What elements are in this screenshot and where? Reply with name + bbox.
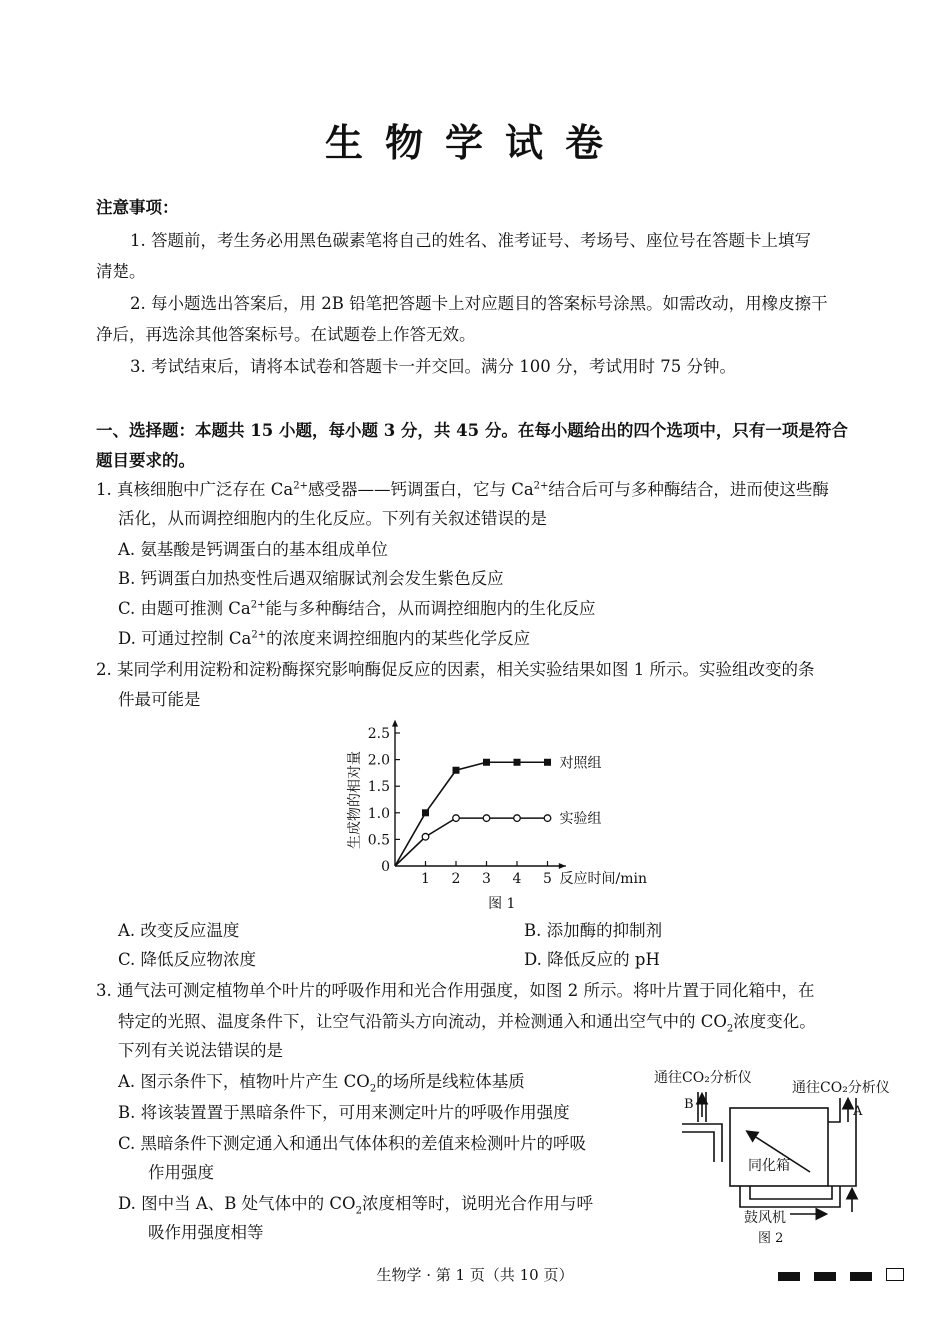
data-point bbox=[514, 759, 521, 766]
series-line bbox=[395, 762, 548, 866]
y-tick-label: 2.0 bbox=[367, 752, 390, 769]
q2-option-d: D. 降低反应的 pH bbox=[524, 950, 660, 969]
chart-title: 图 1 bbox=[488, 896, 516, 912]
data-point bbox=[483, 759, 490, 766]
notice-item-1-cont: 清楚。 bbox=[96, 262, 146, 281]
data-point bbox=[453, 815, 460, 822]
footer-marks bbox=[778, 1266, 916, 1285]
q2-stem-cont: 件最可能是 bbox=[118, 690, 201, 709]
q2-stem: 2. 某同学利用淀粉和淀粉酶探究影响酶促反应的因素，相关实验结果如图 1 所示。实验组改变的条 bbox=[96, 660, 815, 679]
y-axis-arrow bbox=[392, 720, 398, 727]
q3-stem-cont-2: 下列有关说法错误的是 bbox=[118, 1041, 283, 1060]
notice-item-2-cont: 净后，再选涂其他答案标号。在试题卷上作答无效。 bbox=[96, 325, 476, 344]
notice-item-1: 1. 答题前，考生务必用黑色碳素笔将自己的姓名、准考证号、考场号、座位号在答题卡上填写 bbox=[130, 231, 811, 250]
data-point bbox=[483, 815, 490, 822]
fig2-point-a: A bbox=[853, 1104, 863, 1119]
x-tick-label: 2 bbox=[451, 871, 461, 887]
q3-option-a: A. 图示条件下，植物叶片产生 $CO_2$的场所是线粒体基质 bbox=[118, 1072, 525, 1095]
q2-option-a: A. 改变反应温度 bbox=[118, 921, 240, 940]
section-heading: 一、选择题：本题共 15 小题，每小题 3 分，共 45 分。在每小题给出的四个选项中，只有一项是符合 bbox=[96, 421, 848, 440]
q1-stem-cont: 活化，从而调控细胞内的生化反应。下列有关叙述错误的是 bbox=[118, 509, 547, 528]
fig2-box-label: 同化箱 bbox=[748, 1158, 790, 1174]
q1-option-d: D. 可通过控制 $Ca^{2+}$的浓度来调控细胞内的某些化学反应 bbox=[118, 629, 531, 648]
q3-stem: 3. 通气法可测定植物单个叶片的呼吸作用和光合作用强度，如图 2 所示。将叶片置于同化箱中，在 bbox=[96, 981, 815, 1000]
q1-option-c: C. 由题可推测 $Ca^{2+}$能与多种酶结合，从而调控细胞内的生化反应 bbox=[118, 599, 596, 618]
x-tick-label: 1 bbox=[421, 871, 430, 887]
q3-option-b: B. 将该装置置于黑暗条件下，可用来测定叶片的呼吸作用强度 bbox=[118, 1103, 570, 1122]
fig2-label-left: 通往CO₂分析仪 bbox=[654, 1070, 752, 1086]
figure-1-chart bbox=[340, 718, 670, 913]
y-tick-label: 1.0 bbox=[367, 805, 390, 822]
q1-stem: 1. 真核细胞中广泛存在 $Ca^{2+}$感受器——钙调蛋白，它与 $Ca^{2+}$结合后可与多种酶结合，进而使这些酶 bbox=[96, 480, 829, 499]
q3-option-c-cont: 作用强度 bbox=[148, 1163, 214, 1182]
data-point bbox=[544, 759, 551, 766]
q3-option-c: C. 黑暗条件下测定通入和通出气体体积的差值来检测叶片的呼吸 bbox=[118, 1134, 587, 1153]
notice-item-3: 3. 考试结束后，请将本试卷和答题卡一并交回。满分 100 分，考试用时 75 分钟。 bbox=[130, 357, 736, 376]
fig2-caption: 图 2 bbox=[758, 1231, 784, 1246]
x-tick-label: 5 bbox=[543, 871, 552, 887]
y-tick-label: 1.5 bbox=[367, 779, 390, 796]
fig2-point-b: B bbox=[684, 1097, 694, 1112]
q2-option-c: C. 降低反应物浓度 bbox=[118, 950, 257, 969]
fig2-fan-label: 鼓风机 bbox=[744, 1210, 786, 1226]
series-label: 对照组 bbox=[559, 755, 602, 772]
data-point bbox=[514, 815, 521, 822]
notice-heading: 注意事项： bbox=[96, 198, 179, 217]
y-axis-label: 生成物的相对量 bbox=[347, 751, 363, 849]
q3-option-d: D. 图中当 A、B 处气体中的 $CO_2$浓度相等时，说明光合作用与呼 bbox=[118, 1194, 593, 1217]
data-point bbox=[544, 815, 551, 822]
data-point bbox=[453, 767, 460, 774]
x-axis-label: 反应时间/min bbox=[559, 871, 647, 887]
q2-option-b: B. 添加酶的抑制剂 bbox=[524, 921, 663, 940]
data-point bbox=[422, 809, 429, 816]
y-tick-label: 0 bbox=[381, 859, 390, 875]
x-tick-label: 4 bbox=[512, 871, 522, 887]
fig2-pipes bbox=[682, 1092, 856, 1214]
section-heading-cont: 题目要求的。 bbox=[96, 451, 195, 470]
page-footer: 生物学 · 第 1 页（共 10 页） bbox=[376, 1266, 574, 1284]
series-label: 实验组 bbox=[559, 811, 602, 828]
q1-option-a: A. 氨基酸是钙调蛋白的基本组成单位 bbox=[118, 540, 388, 559]
q3-stem-cont: 特定的光照、温度条件下，让空气沿箭头方向流动，并检测通入和通出空气中的 $CO_2$浓度变化。 bbox=[118, 1012, 816, 1035]
y-tick-label: 0.5 bbox=[367, 832, 390, 849]
x-axis-arrow bbox=[559, 863, 566, 869]
q1-option-b: B. 钙调蛋白加热变性后遇双缩脲试剂会发生紫色反应 bbox=[118, 569, 504, 588]
figure-2-apparatus bbox=[640, 1062, 910, 1252]
notice-item-2: 2. 每小题选出答案后，用 2B 铅笔把答题卡上对应题目的答案标号涂黑。如需改动，用橡皮擦干 bbox=[130, 294, 828, 313]
x-tick-label: 3 bbox=[482, 871, 491, 887]
q3-option-d-cont: 吸作用强度相等 bbox=[148, 1223, 264, 1242]
data-point bbox=[422, 833, 429, 840]
page-title: 生物学试卷 bbox=[324, 120, 625, 165]
y-tick-label: 2.5 bbox=[367, 726, 390, 742]
fig2-label-right: 通往CO₂分析仪 bbox=[792, 1080, 890, 1096]
